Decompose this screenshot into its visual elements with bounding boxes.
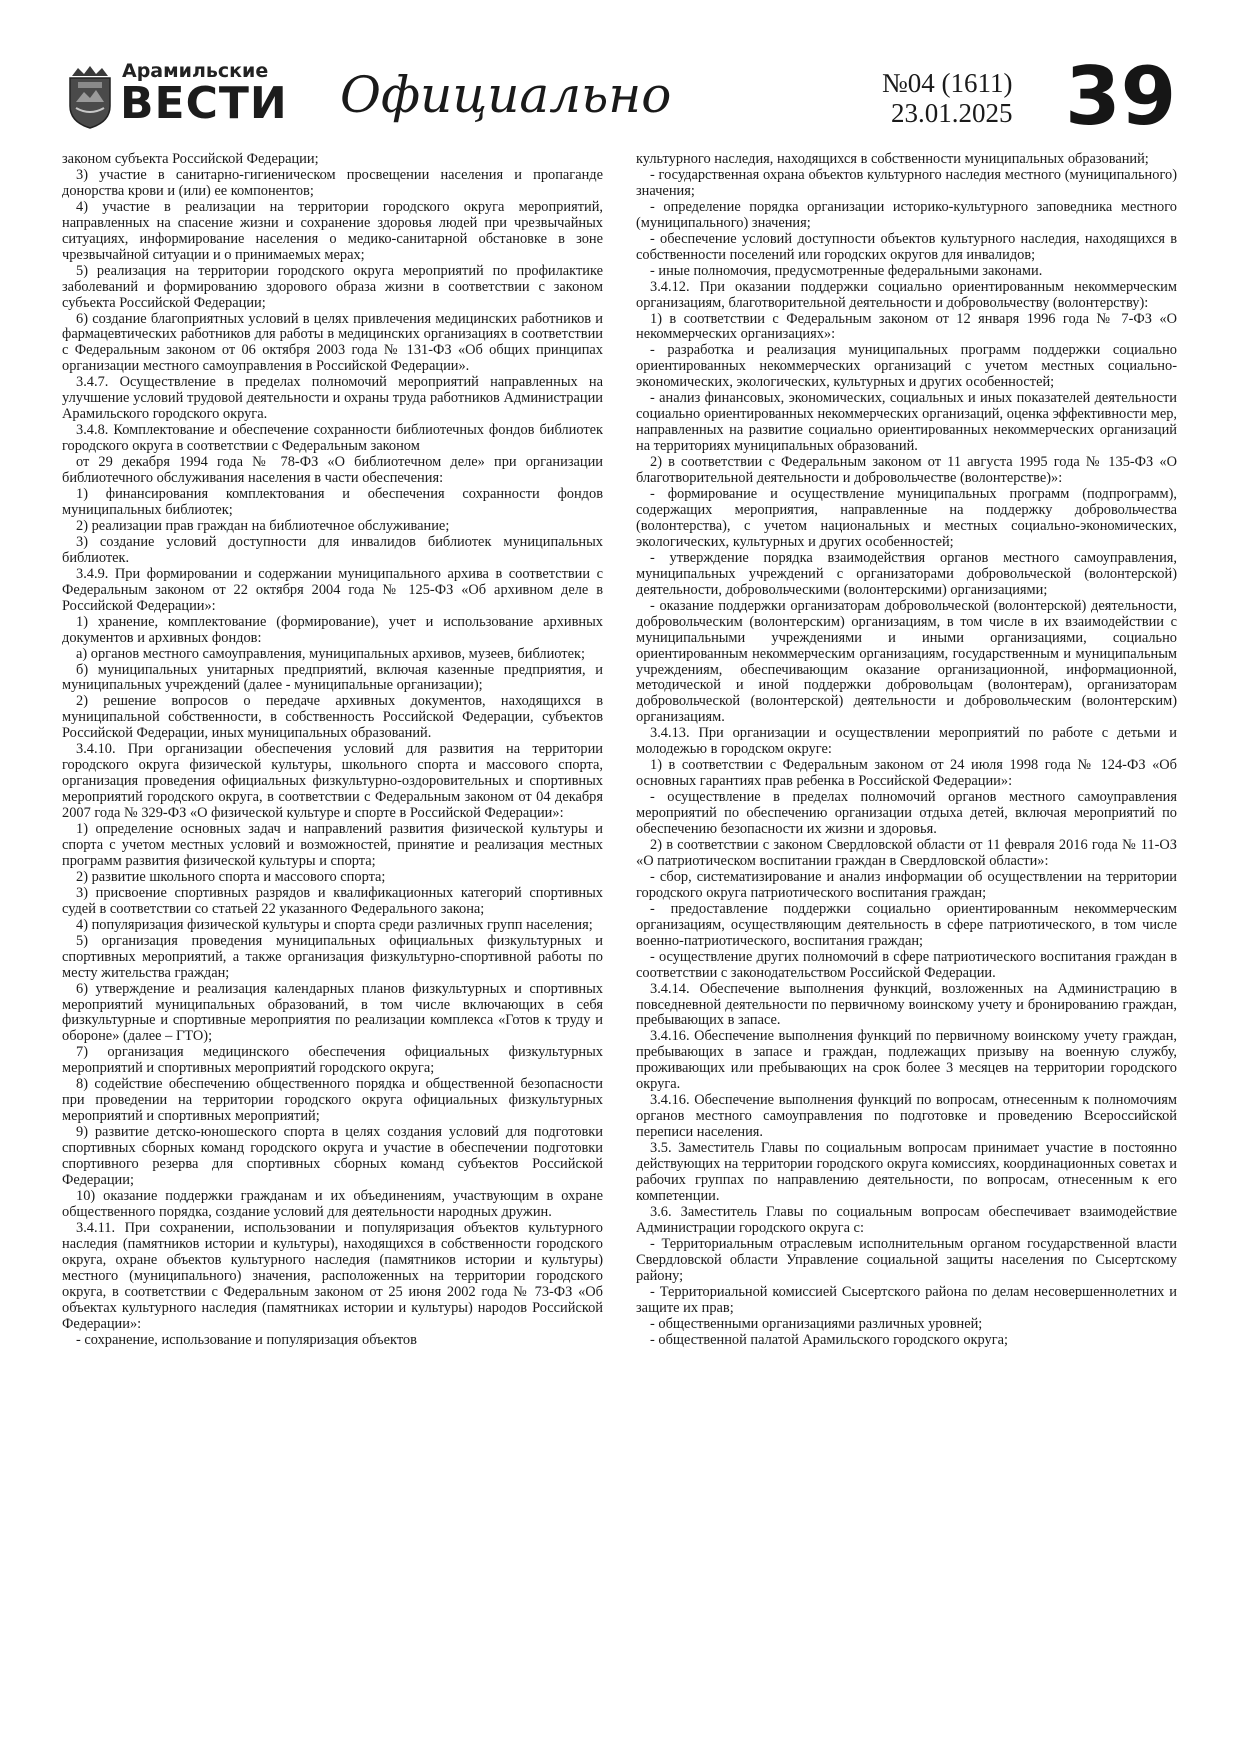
paragraph: 4) популяризация физической культуры и спорта среди различных групп населения; xyxy=(76,916,593,933)
paragraph: 7) организация медицинского обеспечения официальных физкультурных мероприятий и спортивных мероприятий городского округа; xyxy=(62,1044,603,1077)
paragraph: 3.5. Заместитель Главы по социальным вопросам принимает участие в постоянно действующих на территории городского округа комиссиях, координационных советах и рабочих группах по направлению деятельности, по вопросам, отнесенным к его компетенции. xyxy=(636,1140,1177,1204)
paragraph: 3) создание условий доступности для инвалидов библиотек муниципальных библиотек. xyxy=(62,533,603,566)
paragraph: - оказание поддержки организаторам добровольческой (волонтерской) деятельности, добровольческим (волонтерским) организациям, в том числе в их взаимодействии с муниципальными учреждениями и иными организациями, социально ориентированным некоммерческим организациям, государственным и муниципальным учреждениям, обеспечивающим оказание организационной, информационной, методической и иной поддержки добровольцам (волонтерам), организаторам добровольческой (волонтерской) деятельности и добровольческим (волонтерским) организациям. xyxy=(636,597,1177,726)
paragraph: 3.4.10. При организации обеспечения условий для развития на территории городского округа физической культуры, школьного спорта и массового спорта, организация проведения официальных физкультурно-оздоровительных и спортивных мероприятий городского округа, в соответствии с Федеральным законом от 04 декабря 2007 года № 329-ФЗ «О физической культуре и спорте в Российской Федерации»: xyxy=(62,741,603,822)
paragraph: 3.6. Заместитель Главы по социальным вопросам обеспечивает взаимодействие Администрации городского округа с: xyxy=(636,1203,1177,1236)
paragraph: 3) присвоение спортивных разрядов и квалификационных категорий спортивных судей в соответствии со статьей 22 указанного Федерального закона; xyxy=(62,884,603,917)
issue-date: 23.01.2025 xyxy=(891,98,1013,128)
right-text-column xyxy=(636,152,1177,1348)
issue-info xyxy=(882,68,1013,128)
paragraph: 3.4.12. При оказании поддержки социально ориентированным некоммерческим организациям, благотворительной деятельности и добровольчеству (волонтерству): xyxy=(636,278,1177,311)
paragraph: 3.4.8. Комплектование и обеспечение сохранности библиотечных фондов библиотек городского округа в соответствии с Федеральным законом xyxy=(62,422,603,455)
issue-number: №04 (1611) xyxy=(882,68,1013,98)
paragraph: - осуществление других полномочий в сфере патриотического воспитания граждан в соответствии с законодательством Российской Федерации. xyxy=(636,948,1177,981)
paragraph: 1) определение основных задач и направлений развития физической культуры и спорта с учетом местных условий и возможностей, принятие и реализация местных программ развития физической культуры и спорта; xyxy=(62,821,603,869)
paragraph: 4) участие в реализации на территории городского округа мероприятий, направленных на спасение жизни и сохранение здоровья людей при чрезвычайных ситуациях, информирование населения о медико-санитарной обстановке в зоне чрезвычайной ситуации и о принимаемых мерах; xyxy=(62,198,603,263)
paragraph: 3.4.14. Обеспечение выполнения функций, возложенных на Администрацию в повседневной деятельности по первичному воинскому учету и бронированию граждан, пребывающих в запасе. xyxy=(636,980,1177,1029)
paragraph: 2) в соответствии с Федеральным законом от 11 августа 1995 года № 135-ФЗ «О благотворительной деятельности и добровольчестве (волонтерстве)»: xyxy=(636,454,1177,487)
paragraph: - иные полномочия, предусмотренные федеральными законами. xyxy=(650,262,1043,279)
paragraph: 3.4.16. Обеспечение выполнения функций по первичному воинскому учету граждан, пребывающих в запасе и граждан, подлежащих призыву на военную службу, проживающих или пребывающих на срок более 3 месяцев на территории городского округа. xyxy=(636,1028,1177,1093)
page-header xyxy=(62,50,1182,150)
paragraph: - сбор, систематизирование и анализ информации об осуществлении на территории городского округа патриотического воспитания граждан; xyxy=(636,868,1177,901)
paragraph: - Территориальной комиссией Сысертского района по делам несовершеннолетних и защите их прав; xyxy=(636,1283,1177,1316)
paragraph: - осуществление в пределах полномочий органов местного самоуправления мероприятий по обеспечению организации отдыха детей, включая мероприятий по обеспечению безопасности их жизни и здоровья. xyxy=(636,789,1177,838)
paragraph: - разработка и реализация муниципальных программ поддержки социально ориентированных некоммерческих организаций с учетом местных социально-экономических, экологических, культурных и других особенностей; xyxy=(636,342,1177,391)
paragraph: - государственная охрана объектов культурного наследия местного (муниципального) значения; xyxy=(636,166,1177,199)
logo-subtitle: Арамильские xyxy=(122,60,269,82)
paragraph: 3.4.13. При организации и осуществлении мероприятий по работе с детьми и молодежью в городском округе: xyxy=(636,725,1177,758)
paragraph: - сохранение, использование и популяризация объектов xyxy=(76,1331,417,1348)
paragraph: - анализ финансовых, экономических, социальных и иных показателей деятельности социально ориентированных некоммерческих организаций, оценка эффективности мер, направленных на развитие социально ориентированных некоммерческих организаций на территориях муниципальных образований. xyxy=(636,390,1177,455)
paragraph: - общественными организациями различных уровней; xyxy=(650,1315,983,1332)
page-number: 39 xyxy=(1065,50,1177,143)
paragraph: - формирование и осуществление муниципальных программ (подпрограмм), содержащих мероприятия, направленные на поддержку добровольчества (волонтерства), с учетом национальных и местных социально-экономических, экологических, культурных и других особенностей; xyxy=(636,486,1177,550)
paragraph: - предоставление поддержки социально ориентированным некоммерческим организациям, осуществляющим деятельность в сфере патриотического, в том числе военно-патриотического, воспитания граждан; xyxy=(636,900,1177,949)
newspaper-logo xyxy=(62,58,292,138)
paragraph: 6) создание благоприятных условий в целях привлечения медицинских работников и фармацевтических работников для работы в медицинских организациях в соответствии с Федеральным законом от 06 октября 2003 года № 131-ФЗ «Об общих принципах организации местного самоуправления в Российской Федерации». xyxy=(62,310,603,375)
paragraph: 8) содействие обеспечению общественного порядка и общественной безопасности при проведении на территории городского округа официальных физкультурных мероприятий и спортивных мероприятий; xyxy=(62,1076,603,1125)
paragraph: 3.4.11. При сохранении, использовании и популяризация объектов культурного наследия (памятников истории и культуры), находящихся в собственности городского округа, охране объектов культурного наследия (памятников истории и культуры) местного (муниципального) значения, расположенных на территории городского округа, в соответствии с Федеральным законом от 25 июня 2002 года № 73-ФЗ «Об объектах культурного наследия (памятниках истории и культуры) народов Российской Федерации»: xyxy=(62,1219,603,1332)
paragraph: 1) в соответствии с Федеральным законом от 12 января 1996 года № 7-ФЗ «О некоммерческих организациях»: xyxy=(636,310,1177,343)
paragraph: культурного наследия, находящихся в собственности муниципальных образований; xyxy=(636,151,1149,167)
paragraph: 6) утверждение и реализация календарных планов физкультурных и спортивных мероприятий муниципальных образований, в том числе включающих в себя физкультурные и спортивные мероприятия по реализации комплекса «Готов к труду и обороне» (далее – ГТО); xyxy=(62,980,603,1045)
paragraph: 1) финансирования комплектования и обеспечения сохранности фондов муниципальных библиотек; xyxy=(62,486,603,518)
paragraph: - Территориальным отраслевым исполнительным органом государственной власти Свердловской области Управление социальной защиты населения по Сысертскому району; xyxy=(636,1235,1177,1284)
paragraph: 5) организация проведения муниципальных официальных физкультурных и спортивных мероприятий, а также организация физкультурно-спортивной работы по месту жительства граждан; xyxy=(62,932,603,981)
left-text-column xyxy=(62,152,603,1348)
paragraph: 2) развитие школьного спорта и массового спорта; xyxy=(76,868,386,885)
paragraph: 5) реализация на территории городского округа мероприятий по профилактике заболеваний и формированию здорового образа жизни в соответствии с законом субъекта Российской Федерации; xyxy=(62,262,603,311)
paragraph: 2) реализации прав граждан на библиотечное обслуживание; xyxy=(76,517,450,534)
paragraph: - общественной палатой Арамильского городского округа; xyxy=(650,1331,1009,1348)
paragraph: - определение порядка организации историко-культурного заповедника местного (муниципального) значения; xyxy=(636,198,1177,231)
paragraph: от 29 декабря 1994 года № 78-ФЗ «О библиотечном деле» при организации библиотечного обслуживания населения в части обеспечения: xyxy=(62,454,603,487)
paragraph: 10) оказание поддержки гражданам и их объединениям, участвующим в охране общественного порядка, создание условий для деятельности народных дружин. xyxy=(62,1187,603,1220)
paragraph: 2) в соответствии с законом Свердловской области от 11 февраля 2016 года № 11-ОЗ «О патриотическом воспитании граждан в Свердловской области»: xyxy=(636,836,1177,869)
paragraph: 1) хранение, комплектование (формирование), учет и использование архивных документов и архивных фондов: xyxy=(62,613,603,646)
paragraph: 2) решение вопросов о передаче архивных документов, находящихся в муниципальной собственности, в собственность Российской Федерации, субъектов Российской Федерации, иных муниципальных образований. xyxy=(62,693,603,742)
paragraph: - утверждение порядка взаимодействия органов местного самоуправления, муниципальных учреждений с организаторами добровольческой (волонтерской) деятельности, добровольческими (волонтерскими) организациями; xyxy=(636,549,1177,598)
logo-title: ВЕСТИ xyxy=(120,78,288,129)
section-title: Официально xyxy=(340,66,672,124)
coat-of-arms-icon xyxy=(66,62,114,130)
paragraph: 1) в соответствии с Федеральным законом от 24 июля 1998 года № 124-ФЗ «Об основных гарантиях прав ребенка в Российской Федерации»: xyxy=(636,757,1177,790)
paragraph: 3.4.7. Осуществление в пределах полномочий мероприятий направленных на улучшение условий трудовой деятельности и охраны труда работников Администрации Арамильского городского округа. xyxy=(62,374,603,423)
paragraph: - обеспечение условий доступности объектов культурного наследия, находящихся в собственности поселений или городских округов для инвалидов; xyxy=(636,230,1177,263)
paragraph: законом субъекта Российской Федерации; xyxy=(62,151,319,167)
paragraph: 3.4.16. Обеспечение выполнения функций по вопросам, отнесенным к полномочиям органов местного самоуправления по подготовке и проведению Всероссийской переписи населения. xyxy=(636,1092,1177,1141)
paragraph: а) органов местного самоуправления, муниципальных архивов, музеев, библиотек; xyxy=(76,645,585,662)
paragraph: 9) развитие детско-юношеского спорта в целях создания условий для подготовки спортивных сборных команд городского округа и участие в обеспечении подготовки спортивного резерва для спортивных сборных команд субъектов Российской Федерации; xyxy=(62,1124,603,1188)
paragraph: 3.4.9. При формировании и содержании муниципального архива в соответствии с Федеральным законом от 22 октября 2004 года № 125-ФЗ «Об архивном деле в Российской Федерации»: xyxy=(62,565,603,614)
paragraph: 3) участие в санитарно-гигиеническом просвещении населения и пропаганде донорства крови и (или) ее компонентов; xyxy=(62,166,603,199)
paragraph: б) муниципальных унитарных предприятий, включая казенные предприятия, и муниципальных учреждений (далее - муниципальные организации); xyxy=(62,661,603,694)
